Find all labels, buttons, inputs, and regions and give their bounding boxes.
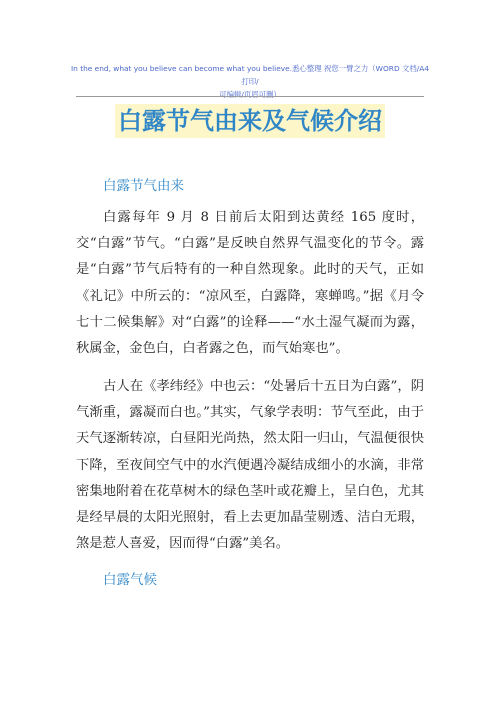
document-title: 白露节气由来及气候介绍 [115,104,385,138]
header-divider [76,96,424,97]
paragraph-origin-2: 古人在《孝纬经》中也云：“处暑后十五日为白露”，阴气渐重，露凝而白也。”其实，气象学表明：节气至此，由于天气逐渐转凉，白昼阳光尚热，然太阳一归山，气温便很快下降，至夜间空气中的水汽便遇冷凝结成细小的水滴，非常密集地附着在花草树木的绿色茎叶或花瓣上，呈白色，尤其是经早晨的太阳光照射，看上去更加晶莹剔透、洁白无瑕，煞是惹人喜爱，因而得“白露”美名。 [76,379,424,552]
paragraph-origin-1: 白露每年 9 月 8 日前后太阳到达黄经 165 度时，交“白露”节气。“白露”是反映自然界气温变化的节令。露是“白露”节气后特有的一种自然现象。此时的天气，正如《礼记》中所云的：“凉风至，白露降，寒蝉鸣。”据《月令七十二候集解》对“白露”的诠释——“水土湿气凝而为露，秋属金，金色白，白者露之色，而气始寒也”。 [76,210,424,357]
section-heading-origin: 白露节气由来 [103,178,184,194]
section-heading-climate: 白露气候 [103,572,157,588]
header-line-2: 可编辑/页眉可删） [219,90,281,99]
title-container [0,104,500,138]
header-line-1: In the end, what you believe can become what you believe.悉心整理 祝您一臂之力（WORD 文档/A4 打印/ [70,64,430,86]
